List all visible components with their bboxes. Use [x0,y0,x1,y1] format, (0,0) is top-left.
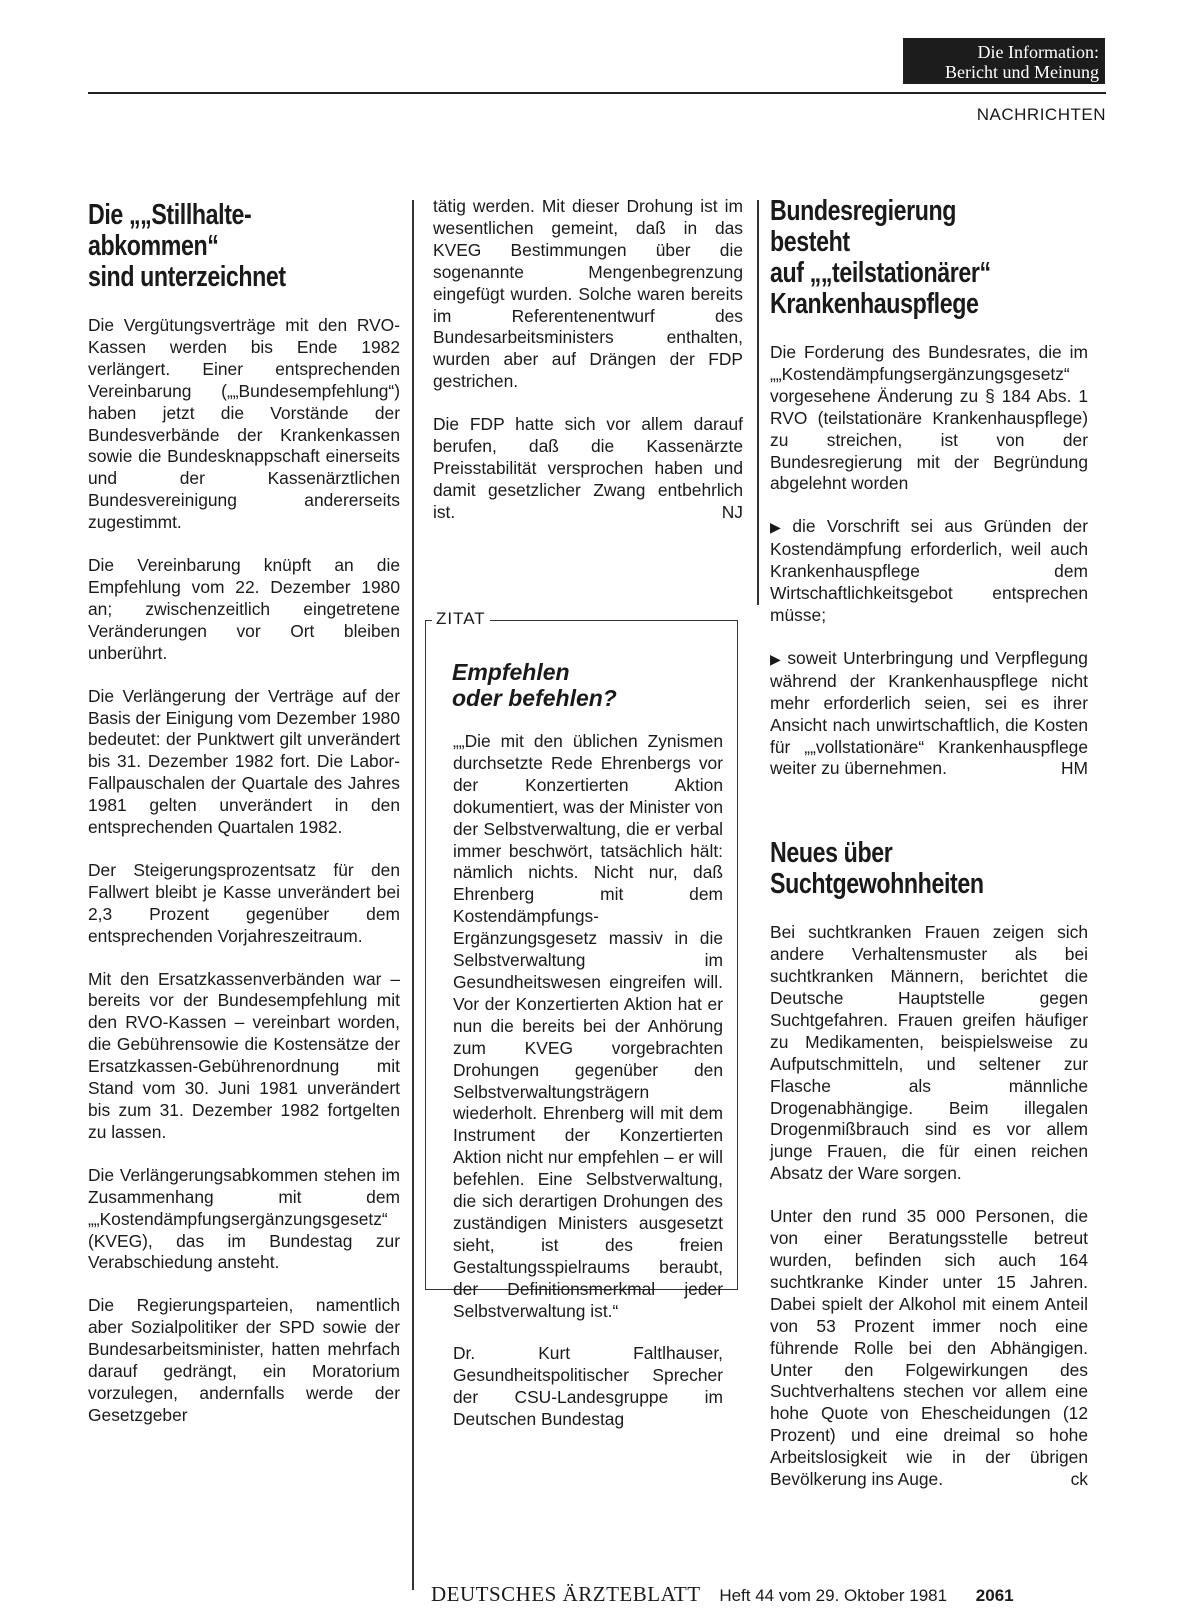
paragraph: Mit den Ersatzkassenverbänden war – bereits vor der Bundesempfehlung mit den RVO-Kassen – vereinbart worden, die Gebührensowie die Kostensätze der Ersatzkassen-Gebührenordnung mit Stand vom 30. Juni 1981 unverändert bis zum 31. Dezember 1982 fortgelten zu lassen. [88,968,400,1142]
page-number: 2061 [975,1586,1014,1605]
paragraph: Der Steigerungsprozentsatz für den Fallwert bleibt je Kasse unverändert bei 2,3 Prozent gegenüber dem entsprechenden Vorjahreszeitraum. [88,859,400,946]
paragraph: Die Forderung des Bundesrates, die im „„Kostendämpfungsergänzungsgesetz“ vorgesehene Änderung zu § 184 Abs. 1 RVO (teilstationäre Krankenhauspflege) zu streichen, ist von der Bundesregierung mit der Begründung abgelehnt worden [770,342,1088,494]
page-footer [431,1582,1014,1607]
paragraph: tätig werden. Mit dieser Drohung ist im wesentlichen gemeint, daß in das KVEG Bestimmungen über die sogenannte Mengenbegrenzung eingefügt wurden. Solche waren bereits im Referentenentwurf des Bundesarbeitsministers enthalten, wurden aber auf Drängen der FDP gestrichen. [433,196,743,392]
bullet-item: ▶ soweit Unterbringung und Verpflegung während der Krankenhauspflege nicht mehr erforderlich seien, sei es ihrer Ansicht nach unwirtschaftlich, die Kosten für „„vollstationäre“ Krankenhauspflege weiter zu übernehmen. HM [770,647,1088,779]
paragraph: Die Regierungsparteien, namentlich aber Sozialpolitiker der SPD sowie der Bundesarbeitsminister, hatten mehrfach darauf gedrängt, ein Moratorium vorzulegen, andernfalls werde der Gesetzgeber [88,1295,400,1425]
header-rule [88,92,1106,94]
bullet-item: ▶ die Vorschrift sei aus Gründen der Kostendämpfung erforderlich, weil auch Krankenhauspflege dem Wirtschaftlichkeitsgebot entsprechen müsse; [770,516,1088,625]
triangle-bullet-icon: ▶ [770,650,783,667]
quote-title: Empfehlen oder befehlen? [452,659,617,711]
article-continuation [433,196,743,524]
quote-author: Dr. Kurt Faltlhauser, Gesundheitspolitischer Sprecher der CSU-Landesgruppe im Deutschen Bundestag [453,1343,723,1430]
quote-body [453,731,723,1452]
article-title: Bundesregierung besteht auf „„teilstationärer“ Krankenhauspflege [770,195,991,320]
paragraph: Bei suchtkranken Frauen zeigen sich andere Verhaltensmuster als bei suchtkranken Männern, berichtet die Deutsche Hauptstelle gegen Suchtgefahren. Frauen greifen häufiger zu Medikamenten, beispielsweise zu Aufputschmitteln, und seltener zur Flasche als männliche Drogenabhängige. Beim illegalen Drogenmißbrauch sind es vor allem junge Frauen, die für einen reichen Absatz der Ware sorgen. [770,922,1088,1184]
paragraph: Die FDP hatte sich vor allem darauf berufen, daß die Kassenärzte Preisstabilität versprochen haben und damit gesetzlicher Zwang entbehrlich ist. NJ [433,414,743,522]
paragraph: Die Verlängerungsabkommen stehen im Zusammenhang mit dem „„Kostendämpfungsergänzungsgesetz“ (KVEG), das im Bundestag zur Verabschiedung ansteht. [88,1164,400,1273]
section-label: NACHRICHTEN [976,105,1106,124]
paragraph: Die Vereinbarung knüpft an die Empfehlung vom 22. Dezember 1980 an; zwischenzeitlich eingetretene Veränderungen vor Ort bleiben unberührt. [88,555,400,663]
paragraph: Die Verlängerung der Verträge auf der Basis der Einigung vom Dezember 1980 bedeutet: der Punktwert gilt unverändert bis 31. Dezember 1982 fort. Die Labor-Fallpauschalen der Quartale des Jahres 1981 gelten unverändert in den entsprechenden Quartalen 1982. [88,685,400,838]
section-badge [903,38,1105,84]
paragraph: Unter den rund 35 000 Personen, die von einer Beratungsstelle betreut wurden, befinden sich auch 164 suchtkranke Kinder unter 15 Jahren. Dabei spielt der Alkohol mit einem Anteil von 53 Prozent immer noch eine führende Rolle bei den Abhängigen. Unter den Folgewirkungen des Suchtverhaltens stechen vor allem eine hohe Quote von Ehescheidungen (12 Prozent) und eine dreimal so hohe Arbeitslosigkeit wie in der übrigen Bevölkerung ins Auge. ck [770,1206,1088,1490]
publication-name: DEUTSCHES ÄRZTEBLATT [431,1582,701,1606]
column-divider-1 [412,200,414,1590]
author-initials: HM [1060,758,1088,779]
issue-info: Heft 44 vom 29. Oktober 1981 [719,1586,948,1605]
article-title: Neues über Suchtgewohnheiten [770,837,984,901]
author-initials: NJ [721,501,743,522]
badge-line-2: Bericht und Meinung [945,62,1099,82]
article-title: Die „„Stillhalte- abkommen“ sind unterzeichnet [88,199,286,293]
triangle-bullet-icon: ▶ [770,519,788,536]
author-initials: ck [1070,1469,1088,1490]
article-teilstationaer [770,196,1088,1491]
column-divider-2 [757,200,759,605]
badge-line-1: Die Information: [977,42,1099,62]
quote-label: ZITAT [432,609,490,629]
paragraph: Die Vergütungsverträge mit den RVO-Kassen werden bis Ende 1982 verlängert. Einer entsprechenden Vereinbarung („„Bundesempfehlung“) haben jetzt die Vorstände der Bundesverbände der Krankenkassen sowie die Bundesknappschaft einerseits und der Kassenärztlichen Bundesvereinigung andererseits zugestimmt. [88,315,400,533]
quote-box [425,609,738,1430]
article-stillhalteabkommen [88,200,400,1427]
quote-text: „„Die mit den üblichen Zynismen durchsetzte Rede Ehrenbergs vor der Konzertierten Aktion dokumentiert, was der Minister von der Selbstverwaltung, die er verbal immer beschwört, tatsächlich hält: nämlich nichts. Nicht nur, daß Ehrenberg mit dem Kostendämpfungs-Ergänzungsgesetz massiv in die Selbstverwaltung im Gesundheitswesen eingreifen will. Vor der Konzertierten Aktion hat er nun die bereits bei der Anhörung zum KVEG vorgebrachten Drohungen gegenüber den Selbstverwaltungsträgern wiederholt. Ehrenberg will mit dem Instrument der Konzertierten Aktion nicht nur empfehlen – er will befehlen. Eine Selbstverwaltung, die sich derartigen Drohungen des zuständigen Ministers ausgesetzt sieht, ist des freien Gestaltungsspielraums beraubt, der Definitionsmerkmal jeder Selbstverwaltung ist.“ [453,731,723,1321]
